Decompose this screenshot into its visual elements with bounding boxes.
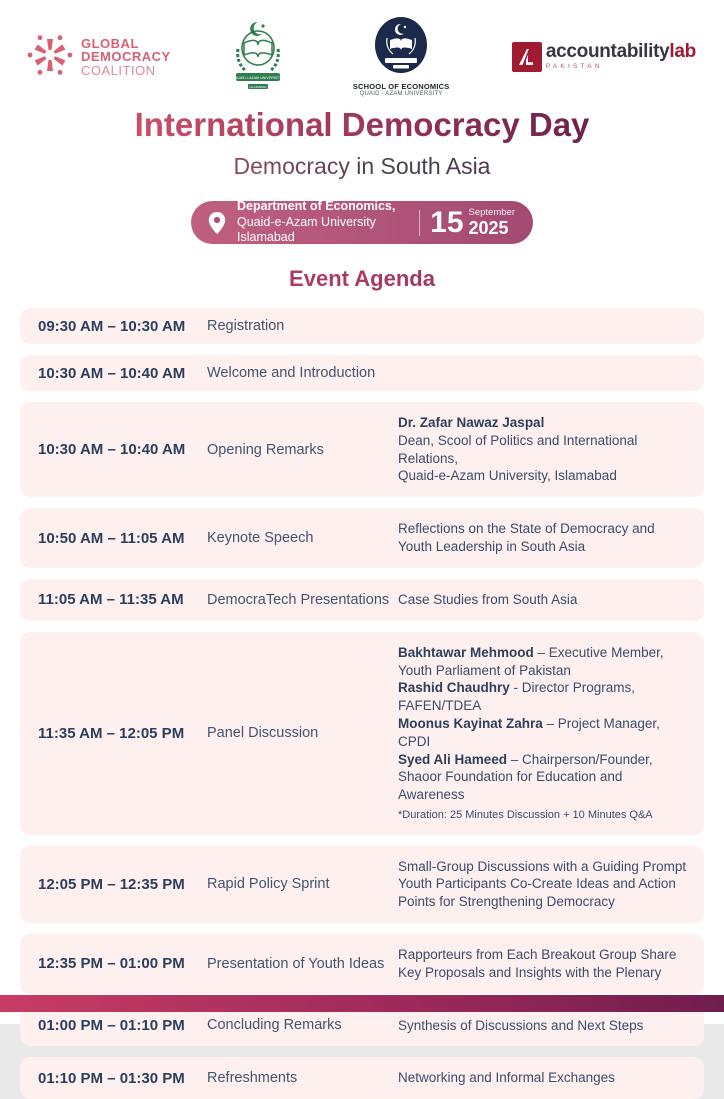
logo-strip bbox=[0, 0, 724, 96]
soe-title: SCHOOL OF ECONOMICS bbox=[352, 81, 450, 91]
agenda-description-line: Rapporteurs from Each Breakout Group Share Key Proposals and Insights with the Plenary bbox=[398, 946, 677, 980]
agenda-description-line: Dean, Scool of Politics and International Relations, bbox=[398, 432, 638, 466]
location-pin-icon bbox=[207, 211, 227, 235]
location-date-badge bbox=[191, 201, 533, 244]
agenda-time: 12:35 PM – 01:00 PM bbox=[38, 955, 185, 973]
accountability-lab-logo bbox=[512, 42, 696, 72]
al-word-accountability: accountability bbox=[545, 41, 670, 62]
agenda-description bbox=[398, 1012, 704, 1040]
agenda-row bbox=[20, 579, 704, 621]
page-title: International Democracy Day bbox=[0, 106, 724, 144]
agenda-row bbox=[20, 1057, 704, 1099]
agenda-time: 12:05 PM – 12:35 PM bbox=[38, 875, 185, 893]
badge-month-year bbox=[469, 208, 515, 237]
agenda-time: 01:00 PM – 01:10 PM bbox=[38, 1016, 185, 1034]
badge-month: September bbox=[468, 207, 515, 219]
agenda-time: 10:30 AM – 10:40 AM bbox=[38, 364, 186, 382]
section-title: Event Agenda bbox=[0, 266, 724, 292]
agenda-description bbox=[398, 515, 704, 561]
gdc-wordmark bbox=[81, 37, 171, 78]
agenda-row bbox=[20, 632, 704, 835]
footer-gradient-bar bbox=[0, 995, 724, 1012]
agenda-description bbox=[398, 1064, 704, 1092]
agenda-description bbox=[398, 409, 704, 490]
agenda-title: Panel Discussion bbox=[207, 725, 319, 742]
school-of-economics-logo bbox=[346, 16, 456, 99]
global-democracy-coalition-logo bbox=[28, 33, 171, 82]
soe-seal-icon bbox=[373, 16, 429, 79]
agenda-title: DemocraTech Presentations bbox=[207, 591, 390, 608]
agenda-description-line: Dr. Zafar Nawaz Jaspal bbox=[398, 415, 545, 430]
agenda-description-line: Synthesis of Discussions and Next Steps bbox=[398, 1017, 644, 1033]
agenda-title: Refreshments bbox=[207, 1070, 298, 1087]
al-word-lab: lab bbox=[669, 41, 696, 62]
badge-year: 2025 bbox=[468, 217, 509, 238]
agenda-time: 01:10 PM – 01:30 PM bbox=[38, 1069, 185, 1087]
soe-subtitle: QUAID - AZAM UNIVERSITY bbox=[359, 90, 443, 97]
agenda-description-line: Networking and Informal Exchanges bbox=[398, 1070, 615, 1086]
agenda-row bbox=[20, 355, 704, 391]
accountability-lab-mark-icon bbox=[512, 42, 542, 72]
soe-wordmark bbox=[353, 82, 450, 99]
agenda-title: Presentation of Youth Ideas bbox=[207, 955, 385, 972]
quaid-e-azam-university-logo bbox=[226, 19, 290, 95]
accountability-lab-wordmark bbox=[546, 42, 696, 71]
agenda-title: Opening Remarks bbox=[207, 441, 324, 458]
agenda-description-line: Bakhtawar Mehmood – Executive Member, Youth Parliament of Pakistan bbox=[398, 644, 664, 678]
agenda-time: 11:05 AM – 11:35 AM bbox=[38, 591, 184, 609]
badge-day: 15 bbox=[430, 205, 464, 239]
agenda-description bbox=[398, 321, 704, 331]
agenda-row bbox=[20, 934, 704, 994]
svg-text:QUAID-I-AZAM UNIVERSITY: QUAID-I-AZAM UNIVERSITY bbox=[234, 76, 283, 80]
gdc-word-democracy: DEMOCRACY bbox=[81, 49, 171, 65]
agenda-description-line: Case Studies from South Asia bbox=[398, 591, 578, 607]
agenda-description bbox=[398, 639, 704, 828]
agenda-description-line: Rashid Chaudhry - Director Programs, FAFEN/TDEA bbox=[398, 680, 636, 714]
badge-divider bbox=[419, 210, 420, 236]
agenda-description bbox=[398, 586, 704, 614]
agenda-title: Rapid Policy Sprint bbox=[207, 876, 330, 893]
gdc-word-coalition: COALITION bbox=[81, 62, 156, 78]
agenda-row bbox=[20, 402, 704, 497]
agenda-row bbox=[20, 308, 704, 344]
agenda-title: Keynote Speech bbox=[207, 530, 314, 547]
badge-date bbox=[430, 205, 515, 239]
gdc-word-global: GLOBAL bbox=[81, 35, 139, 51]
agenda-description-line: Reflections on the State of Democracy and Youth Leadership in South Asia bbox=[398, 521, 655, 555]
agenda-title: Welcome and Introduction bbox=[207, 365, 376, 381]
page-subtitle: Democracy in South Asia bbox=[0, 153, 724, 180]
agenda-description bbox=[398, 368, 704, 378]
agenda-time: 10:30 AM – 10:40 AM bbox=[38, 441, 186, 459]
agenda-description-line: Moonus Kayinat Zahra – Project Manager, CPDI bbox=[398, 715, 660, 749]
agenda-title: Concluding Remarks bbox=[207, 1017, 342, 1034]
agenda-time: 11:35 AM – 12:05 PM bbox=[38, 724, 185, 742]
agenda-duration-note: *Duration: 25 Minutes Discussion + 10 Minutes Q&A bbox=[398, 809, 653, 821]
al-word-pakistan: PAKISTAN bbox=[545, 63, 603, 70]
agenda-time: 09:30 AM – 10:30 AM bbox=[38, 317, 186, 335]
agenda-title: Registration bbox=[207, 318, 285, 334]
svg-text:ISLAMABAD: ISLAMABAD bbox=[249, 85, 268, 89]
agenda-row bbox=[20, 846, 704, 923]
gdc-starburst-icon bbox=[28, 33, 72, 82]
agenda-time: 10:50 AM – 11:05 AM bbox=[38, 529, 185, 547]
agenda-description-line: Quaid-e-Azam University, Islamabad bbox=[398, 468, 617, 484]
agenda-description-line: Syed Ali Hameed – Chairperson/Founder, Shaoor Foundation for Education and Awareness bbox=[398, 751, 653, 803]
badge-location-line1: Department of Economics, bbox=[237, 199, 396, 214]
agenda-row bbox=[20, 508, 704, 568]
agenda-list bbox=[0, 308, 724, 1099]
badge-location bbox=[237, 199, 409, 246]
agenda-description bbox=[398, 853, 704, 916]
agenda-description bbox=[398, 941, 704, 987]
agenda-description-line: Small-Group Discussions with a Guiding Prompt Youth Participants Co-Create Ideas and Action Points for Strengthening Democracy bbox=[398, 858, 687, 910]
badge-location-line2: Quaid-e-Azam University Islamabad bbox=[237, 214, 376, 245]
